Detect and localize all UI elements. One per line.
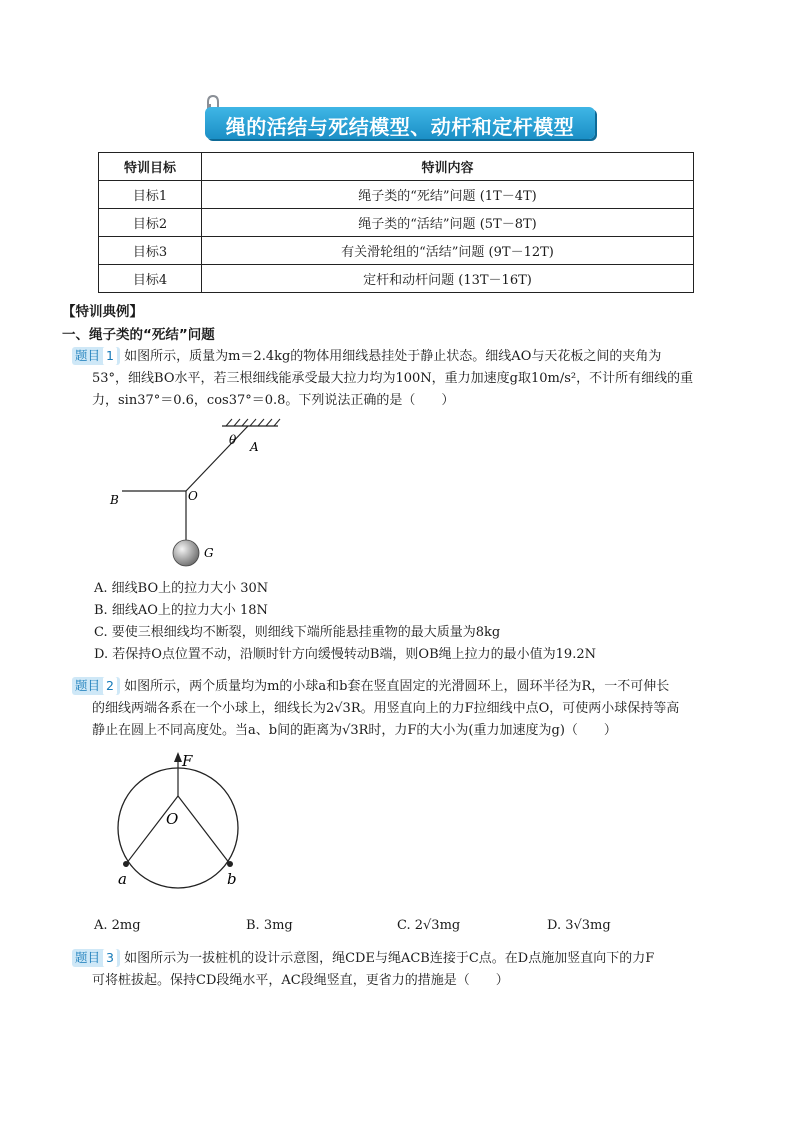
label-b: B — [110, 493, 119, 507]
label-a: a — [118, 870, 127, 888]
title-banner — [205, 107, 595, 139]
table-cell: 目标4 — [99, 265, 202, 293]
label-o: O — [188, 489, 198, 503]
table-header-cell: 特训目标 — [99, 153, 202, 181]
question-1 — [72, 346, 732, 412]
question-tag: 题目 3 — [72, 949, 120, 967]
table-cell: 定杆和动杆问题 (13T－16T) — [202, 265, 694, 293]
question-text-line: 如图所示，质量为m＝2.4kg的物体用细线悬挂处于静止状态。细线AO与天花板之间的夹角为 — [124, 349, 662, 364]
option-b: B. 细线AO上的拉力大小 18N — [94, 603, 268, 618]
q2-option-c: C. 2√3mg — [397, 918, 461, 933]
question-text-line: 如图所示为一拔桩机的设计示意图，绳CDE与绳ACB连接于C点。在D点施加竖直向下的力F — [124, 951, 655, 966]
q2-option-d: D. 3√3mg — [547, 918, 611, 933]
ball-b — [227, 861, 233, 867]
ceiling-hatch — [226, 419, 280, 426]
table-cell: 目标2 — [99, 209, 202, 237]
label-f: F — [182, 752, 193, 770]
table-row — [99, 181, 694, 209]
examples-heading: 【特训典例】 — [62, 304, 143, 320]
question-tag: 题目 2 — [72, 677, 120, 695]
q2-option-a: A. 2mg — [94, 918, 141, 933]
table-cell: 绳子类的“活结”问题 (5T－8T) — [202, 209, 694, 237]
question-tag: 题目 1 — [72, 347, 120, 365]
question-3 — [72, 948, 732, 992]
label-a: A — [250, 440, 259, 454]
string-ao — [186, 426, 248, 491]
option-d: D. 若保持O点位置不动，沿顺时针方向缓慢转动B端，则OB绳上拉力的最小值为19.2N — [94, 647, 596, 662]
option-a: A. 细线BO上的拉力大小 30N — [94, 581, 269, 596]
question-text-line: 可将桩拔起。保持CD段绳水平，AC段绳竖直，更省力的措施是（ ） — [92, 973, 509, 988]
option-c: C. 要使三根细线均不断裂，则细线下端所能悬挂重物的最大质量为8kg — [94, 625, 501, 640]
force-arrow-head — [174, 752, 182, 762]
label-b: b — [227, 870, 237, 888]
table-header-cell: 特训内容 — [202, 153, 694, 181]
hanging-ball — [173, 540, 199, 566]
label-theta: θ — [229, 433, 237, 447]
label-o: O — [166, 810, 179, 828]
q1-figure — [100, 418, 300, 568]
q1-options — [94, 578, 734, 666]
section-heading: 一、绳子类的“死结”问题 — [62, 327, 215, 343]
label-g: G — [204, 546, 214, 560]
question-2 — [72, 676, 732, 742]
question-text-line: 力，sin37°＝0.6，cos37°＝0.8。下列说法正确的是（ ） — [92, 393, 455, 408]
table-cell: 目标1 — [99, 181, 202, 209]
table-row — [99, 237, 694, 265]
q2-figure — [110, 748, 250, 893]
table-cell: 绳子类的“死结”问题 (1T－4T) — [202, 181, 694, 209]
ball-a — [123, 861, 129, 867]
question-text-line: 的细线两端各系在一个小球上，细线长为2√3R。用竖直向上的力F拉细线中点O，可使两小球保持等高 — [92, 701, 680, 716]
goals-table — [98, 152, 694, 293]
table-header-row — [99, 153, 694, 181]
table-row — [99, 209, 694, 237]
question-text-line: 静止在圆上不同高度处。当a、b间的距离为√3R时，力F的大小为(重力加速度为g)（ ） — [92, 723, 617, 738]
table-cell: 目标3 — [99, 237, 202, 265]
string-oa — [126, 796, 178, 864]
question-text-line: 如图所示，两个质量均为m的小球a和b套在竖直固定的光滑圆环上，圆环半径为R，一不可伸长 — [124, 679, 670, 694]
table-row — [99, 265, 694, 293]
page-title: 绳的活结与死结模型、动杆和定杆模型 — [225, 115, 575, 139]
question-text-line: 53°，细线BO水平，若三根细线能承受最大拉力均为100N，重力加速度g取10m/s²，不计所有细线的重 — [92, 371, 694, 386]
table-cell: 有关滑轮组的“活结”问题 (9T－12T) — [202, 237, 694, 265]
string-ob — [178, 796, 230, 864]
q2-option-b: B. 3mg — [246, 918, 293, 933]
